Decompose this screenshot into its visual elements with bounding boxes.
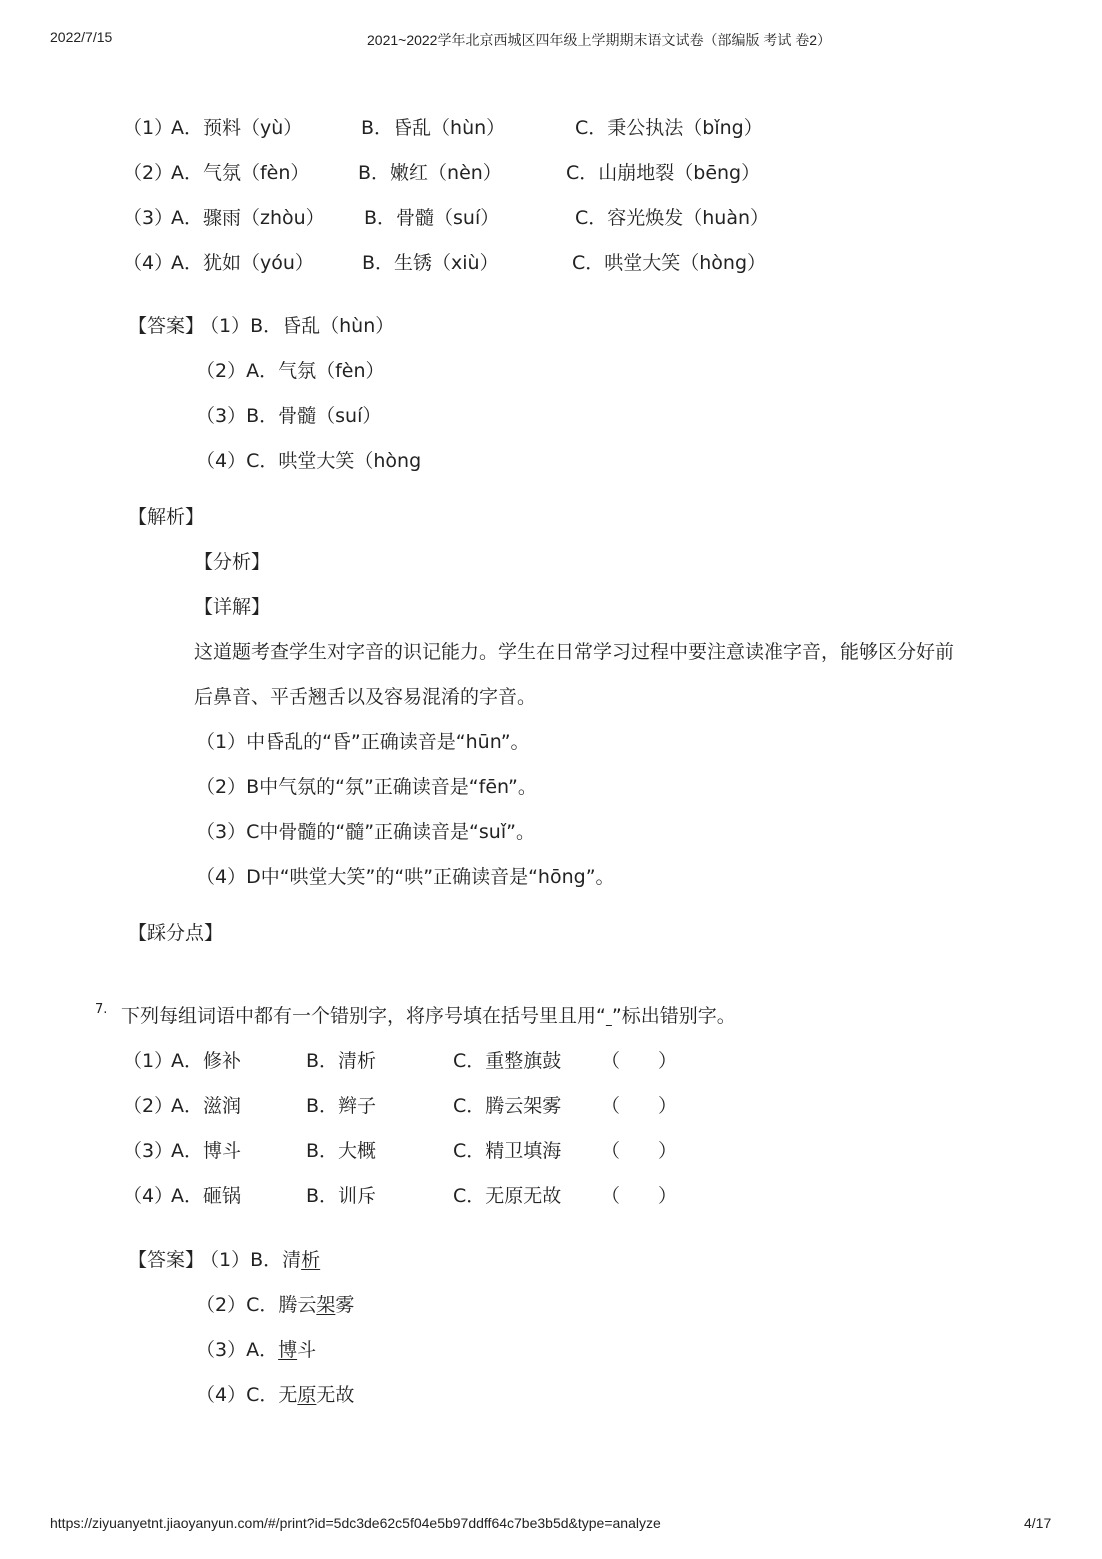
- footer-url[interactable]: https://ziyuanyetnt.jiaoyanyun.com/#/print?id=5dc3de62c5f04e5b97ddff64c7be3b5d&type=analyze: [50, 1515, 661, 1531]
- q6-option-b: B．嫩红（nèn）: [358, 162, 502, 184]
- q7-answer-prefix: （1）B．清: [200, 1249, 302, 1271]
- q7-answer-suffix: 斗: [297, 1339, 317, 1361]
- q7-answer-wrong-char: 架: [316, 1294, 336, 1316]
- q6-option-b: B．骨髓（suí）: [364, 207, 500, 229]
- q7-answer-label: 【答案】: [128, 1249, 205, 1271]
- q7-row-number: （4）: [123, 1185, 174, 1207]
- q7-answer-prefix: （2）C．腾云: [196, 1294, 317, 1316]
- q6-answer-1: （1）B．昏乱（hùn）: [200, 315, 395, 337]
- page-number: 4/17: [1024, 1515, 1052, 1531]
- print-date: 2022/7/15: [50, 29, 113, 45]
- q7-answer-paren: （ ）: [601, 1140, 678, 1162]
- q7-option-b: B．训斥: [306, 1185, 377, 1207]
- q7-answer-suffix: 无故: [316, 1384, 355, 1406]
- q7-answer-prefix: （4）C．无: [196, 1384, 298, 1406]
- q6-answer-4: （4）C．哄堂大笑（hòng: [196, 450, 422, 472]
- q6-xiangjie-label: 【详解】: [194, 596, 271, 618]
- q7-option-c: C．精卫填海: [453, 1140, 562, 1162]
- q7-question-post: ”标出错别字。: [611, 1005, 736, 1027]
- q6-analysis-label: 【解析】: [128, 506, 205, 528]
- q6-option-c: C．容光焕发（huàn）: [575, 207, 770, 229]
- q7-option-b: B．清析: [306, 1050, 377, 1072]
- q7-row-number: （3）: [123, 1140, 174, 1162]
- q7-number: 7.: [95, 1002, 108, 1017]
- q7-row-number: （2）: [123, 1095, 174, 1117]
- q6-option-c: C．山崩地裂（bēng）: [566, 162, 761, 184]
- q7-option-a: A．修补: [171, 1050, 241, 1072]
- q7-answer-1: [200, 1248, 320, 1272]
- q7-answer-paren: （ ）: [601, 1095, 678, 1117]
- q7-option-a: A．砸锅: [171, 1185, 241, 1207]
- q6-row-number: （2）: [123, 162, 174, 184]
- q6-detail-1: （1）中昏乱的“昏”正确读音是“hūn”。: [196, 731, 530, 753]
- q6-option-a: A．气氛（fèn）: [171, 162, 310, 184]
- q7-option-b: B．大概: [306, 1140, 377, 1162]
- q7-option-a: A．博斗: [171, 1140, 241, 1162]
- q6-answer-label: 【答案】: [128, 315, 205, 337]
- q6-option-a: A．犹如（yóu）: [171, 252, 314, 274]
- q7-answer-3: [196, 1338, 316, 1362]
- q6-answer-3: （3）B．骨髓（suí）: [196, 405, 382, 427]
- q7-row-number: （1）: [123, 1050, 174, 1072]
- document-title: 2021~2022学年北京西城区四年级上学期期末语文试卷（部编版 考试 卷2）: [367, 32, 832, 48]
- q7-answer-wrong-char: 析: [301, 1249, 321, 1271]
- q6-option-a: A．骤雨（zhòu）: [171, 207, 325, 229]
- q6-option-b: B．生锈（xiù）: [362, 252, 499, 274]
- q7-answer-paren: （ ）: [601, 1050, 678, 1072]
- q6-points-label: 【踩分点】: [128, 922, 224, 944]
- q6-answer-2: （2）A．气氛（fèn）: [196, 360, 385, 382]
- q7-answer-4: [196, 1383, 354, 1407]
- q6-explanation-line-2: 后鼻音、平舌翘舌以及容易混淆的字音。: [194, 686, 537, 708]
- q7-answer-wrong-char: 原: [297, 1384, 317, 1406]
- q6-row-number: （1）: [123, 117, 174, 139]
- q6-detail-2: （2）B中气氛的“氛”正确读音是“fēn”。: [196, 776, 537, 798]
- q6-detail-3: （3）C中骨髓的“髓”正确读音是“suǐ”。: [196, 821, 535, 843]
- q7-answer-prefix: （3）A．: [196, 1339, 279, 1361]
- q6-row-number: （3）: [123, 207, 174, 229]
- q7-option-c: C．重整旗鼓: [453, 1050, 562, 1072]
- q6-row-number: （4）: [123, 252, 174, 274]
- q7-answer-wrong-char: 博: [278, 1339, 298, 1361]
- q7-question: [121, 1004, 736, 1028]
- q6-option-c: C．秉公执法（bǐng）: [575, 117, 763, 139]
- q6-explanation-line-1: 这道题考查学生对字音的识记能力。学生在日常学习过程中要注意读准字音，能够区分好前: [194, 641, 955, 663]
- q6-option-a: A．预料（yù）: [171, 117, 303, 139]
- q6-detail-4: （4）D中“哄堂大笑”的“哄”正确读音是“hōng”。: [196, 866, 615, 888]
- q7-answer-2: [196, 1293, 354, 1317]
- q6-fenxi-label: 【分析】: [194, 551, 271, 573]
- q7-option-c: C．腾云架雾: [453, 1095, 562, 1117]
- q7-answer-paren: （ ）: [601, 1185, 678, 1207]
- q7-option-c: C．无原无故: [453, 1185, 562, 1207]
- q6-option-c: C．哄堂大笑（hòng）: [572, 252, 767, 274]
- q7-question-pre: 下列每组词语中都有一个错别字，将序号填在括号里且用“: [121, 1005, 606, 1027]
- q7-answer-suffix: 雾: [335, 1294, 355, 1316]
- q6-option-b: B．昏乱（hùn）: [361, 117, 506, 139]
- q7-option-b: B．辫子: [306, 1095, 377, 1117]
- q7-option-a: A．滋润: [171, 1095, 241, 1117]
